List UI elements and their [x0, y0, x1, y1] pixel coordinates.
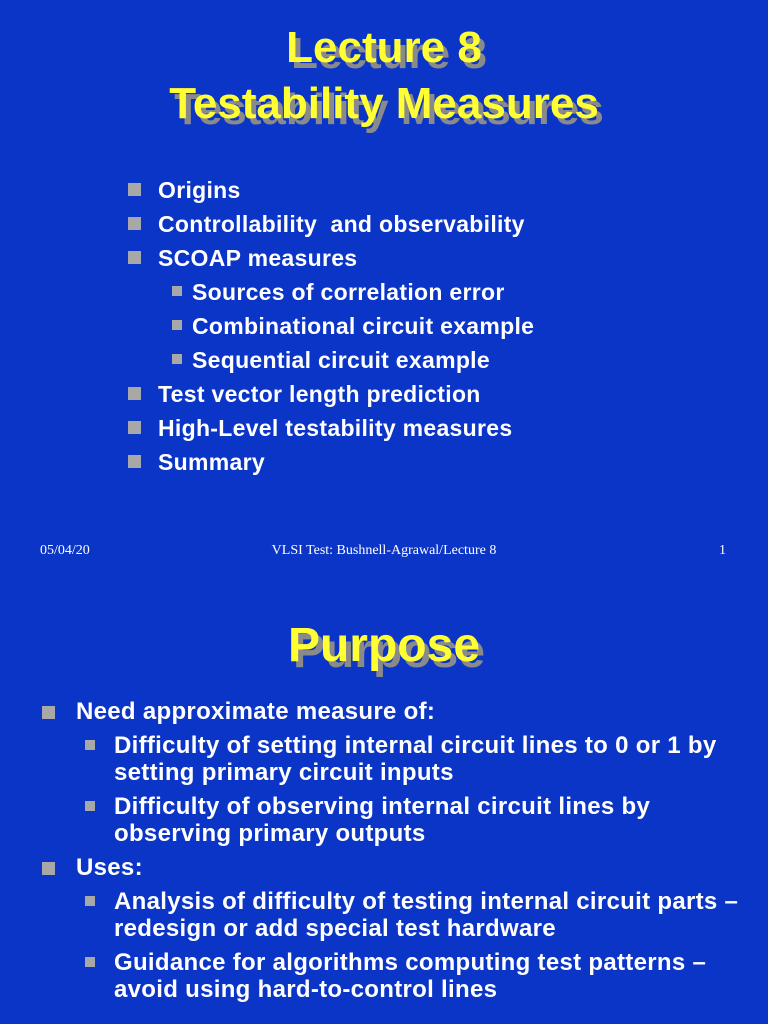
- footer-date: 05/04/20: [40, 543, 90, 558]
- square-bullet-icon: [128, 183, 141, 196]
- square-bullet-icon: [85, 801, 95, 811]
- list-item: [128, 173, 534, 207]
- square-bullet-icon: [128, 251, 141, 264]
- list-item-text: SCOAP measures: [158, 245, 358, 271]
- list-item-text: Test vector length prediction: [158, 381, 481, 407]
- square-bullet-icon: [172, 354, 182, 364]
- square-bullet-icon: [128, 455, 141, 468]
- square-bullet-icon: [85, 957, 95, 967]
- square-bullet-icon: [128, 217, 141, 230]
- bullet-list: [42, 691, 742, 1003]
- list-item: [42, 949, 742, 1003]
- list-item-text: Sources of correlation error: [192, 279, 505, 305]
- list-item: [128, 377, 534, 411]
- footer-course: VLSI Test: Bushnell-Agrawal/Lecture 8: [271, 543, 497, 558]
- title-line-2: Testability Measures: [169, 79, 599, 128]
- list-item: [128, 275, 534, 309]
- list-item: [128, 445, 534, 479]
- list-item-text: Difficulty of observing internal circuit lines by observing primary outputs: [114, 793, 651, 847]
- list-item: [128, 241, 534, 275]
- title-line-1: Lecture 8: [286, 23, 482, 72]
- slide-purpose: [0, 576, 768, 1024]
- list-item-text: Need approximate measure of:: [76, 698, 436, 725]
- list-item: [42, 888, 742, 942]
- list-item: [42, 854, 742, 881]
- slide-title: [0, 20, 768, 132]
- list-item: [42, 698, 742, 725]
- footer-page-number: 1: [719, 543, 726, 558]
- list-item-text: Origins: [158, 177, 241, 203]
- square-bullet-icon: [85, 740, 95, 750]
- slide-title: Purpose: [287, 619, 481, 672]
- list-item-text: Difficulty of setting internal circuit lines to 0 or 1 by setting primary circuit inputs: [114, 732, 717, 786]
- list-item-text: Summary: [158, 449, 265, 475]
- square-bullet-icon: [85, 896, 95, 906]
- list-item-text: Sequential circuit example: [192, 347, 490, 373]
- list-item-text: Uses:: [76, 854, 143, 881]
- list-item: [42, 793, 742, 847]
- square-bullet-icon: [172, 286, 182, 296]
- list-item: [128, 207, 534, 241]
- square-bullet-icon: [128, 421, 141, 434]
- square-bullet-icon: [42, 706, 55, 719]
- square-bullet-icon: [128, 387, 141, 400]
- list-item-text: Analysis of difficulty of testing internal circuit parts – redesign or add special test hardware: [114, 888, 739, 942]
- list-item: [128, 411, 534, 445]
- list-item-text: Combinational circuit example: [192, 313, 535, 339]
- outline-list: [128, 173, 534, 479]
- list-item-text: High-Level testability measures: [158, 415, 513, 441]
- list-item: [128, 343, 534, 377]
- list-item-text: Guidance for algorithms computing test patterns – avoid using hard-to-control lines: [114, 949, 707, 1003]
- square-bullet-icon: [42, 862, 55, 875]
- list-item: [42, 732, 742, 786]
- square-bullet-icon: [172, 320, 182, 330]
- list-item: [128, 309, 534, 343]
- list-item-text: Controllability and observability: [158, 211, 525, 237]
